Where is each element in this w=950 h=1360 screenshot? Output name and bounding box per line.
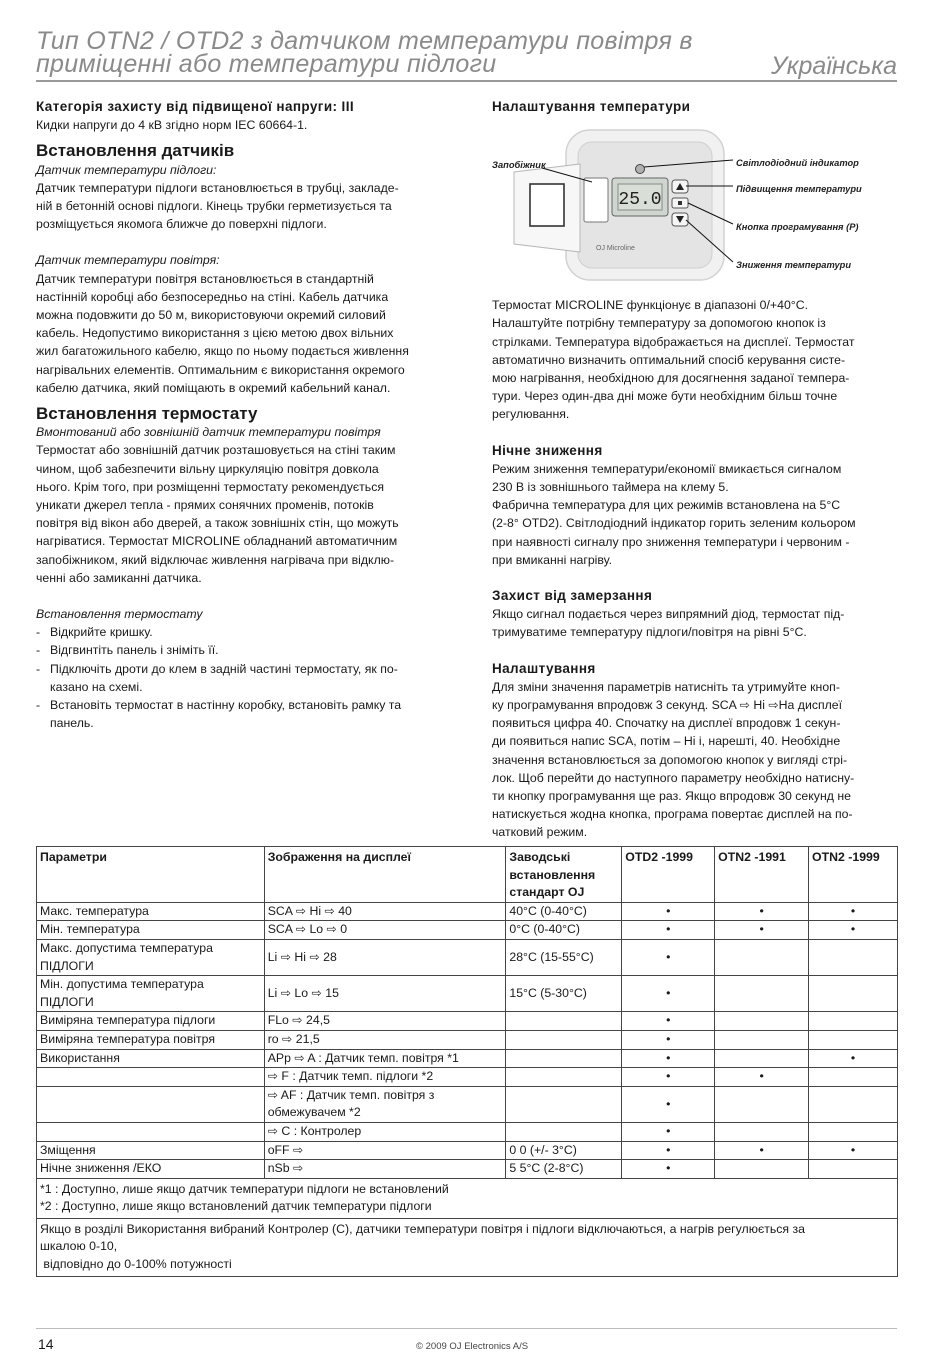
controller-note-line: відповідно до 0-100% потужності <box>40 1257 232 1272</box>
air-sensor-line: жил багатожильного кабелю, якщо по ньому подається живлення <box>36 344 409 359</box>
table-cell <box>715 1012 809 1031</box>
table-cell <box>809 939 898 975</box>
thermostat-line: Термостат або зовнішній датчик розташовується на стіні таким <box>36 443 396 458</box>
table-row <box>37 1012 898 1031</box>
table-cell: 5 5°C (2-8°C) <box>506 1160 622 1179</box>
table-cell: Макс. допустима температура ПІДЛОГИ <box>37 939 265 975</box>
table-row <box>37 1030 898 1049</box>
temperature-line: регулювання. <box>492 407 570 422</box>
table-cell: • <box>715 1141 809 1160</box>
table-cell: Li ⇨ Hi ⇨ 28 <box>264 939 506 975</box>
table-notes-row <box>37 1178 898 1218</box>
table-cell: ⇨ C : Контролер <box>264 1122 506 1141</box>
frost-protection-heading: Захист від замерзання <box>492 588 653 604</box>
night-line: при вмиканні нагріву. <box>492 552 613 567</box>
parameters-table <box>36 846 898 1277</box>
settings-line: натискується жодна кнопка, програма повертає дисплей на по- <box>492 807 853 822</box>
settings-line: чатковий режим. <box>492 825 588 840</box>
table-cell <box>715 1049 809 1068</box>
thermostat-install-heading: Встановлення термостату <box>36 404 258 424</box>
led-indicator-label: Світлодіодний індикатор <box>736 158 859 169</box>
table-row <box>37 1068 898 1087</box>
thermostat-line: уникати джерел тепла - прямих сонячних променів, потоків <box>36 498 374 513</box>
table-cell: Виміряна температура повітря <box>37 1030 265 1049</box>
language-label: Українська <box>771 52 897 80</box>
table-cell: nSb ⇨ <box>264 1160 506 1179</box>
table-row <box>37 921 898 940</box>
air-sensor-line: кабель. Недопустимо використання з цією метою двох вільних <box>36 326 394 341</box>
table-cell: Використання <box>37 1049 265 1068</box>
table-cell <box>37 1086 265 1122</box>
table-row <box>37 1122 898 1141</box>
table-row <box>37 902 898 921</box>
table-cell <box>715 1030 809 1049</box>
table-cell <box>37 1122 265 1141</box>
title-line-2: приміщенні або температури підлоги <box>36 50 497 78</box>
night-line: Фабрична температура для цих режимів встановлена на 5°C <box>492 498 841 513</box>
floor-sensor-line: Датчик температури підлоги встановлюється в трубці, закладе- <box>36 180 399 195</box>
column-header: OTD2 -1999 <box>622 847 715 903</box>
table-cell: • <box>622 939 715 975</box>
temperature-line: мою нагрівання, необхідною для досягнення заданої темпера- <box>492 371 850 386</box>
table-cell: • <box>715 921 809 940</box>
table-cell <box>809 1068 898 1087</box>
table-cell <box>715 1122 809 1141</box>
table-cell: • <box>622 1012 715 1031</box>
table-cell: • <box>715 1068 809 1087</box>
thermostat-line: нього. Крім того, при розміщенні термостату рекомендується <box>36 479 385 494</box>
thermostat-line: ченні або замиканні датчика. <box>36 570 202 585</box>
table-cell: oFF ⇨ <box>264 1141 506 1160</box>
table-row <box>37 1141 898 1160</box>
overvoltage-heading: Категорія захисту від підвищеної напруги: III <box>36 99 355 114</box>
table-cell <box>715 1160 809 1179</box>
footnote-1: *1 : Доступно, лише якщо датчик температури підлоги не встановлений <box>40 1181 449 1196</box>
table-cell: SCA ⇨ Lo ⇨ 0 <box>264 921 506 940</box>
air-sensor-line: можна подовжити до 50 м, використовуючи окремий силовий <box>36 308 386 323</box>
sensors-heading: Встановлення датчиків <box>36 141 235 161</box>
temp-up-label: Підвищення температури <box>736 184 862 195</box>
night-line: при наявності сигналу про зниження температури і червоним - <box>492 534 850 549</box>
table-cell: ro ⇨ 21,5 <box>264 1030 506 1049</box>
table-row <box>37 1049 898 1068</box>
footnotes-cell <box>37 1178 898 1218</box>
table-notes-row <box>37 1218 898 1276</box>
table-cell: Виміряна температура підлоги <box>37 1012 265 1031</box>
settings-heading: Налаштування <box>492 660 596 676</box>
controller-note-line: Якщо в розділі Використання вибраний Контролер (C), датчики температури повітря і підлоги відключаються, а нагрів регулюється за <box>40 1221 805 1236</box>
column-header: Параметри <box>37 847 265 903</box>
fuse-label: Запобіжник <box>492 160 546 171</box>
table-cell <box>809 1030 898 1049</box>
air-sensor-line: настінній коробці або безпосередньо на стіні. Кабель датчика <box>36 289 389 304</box>
table-cell: ⇨ AF : Датчик темп. повітря з обмежувачем *2 <box>264 1086 506 1122</box>
temperature-line: стрілками. Температура відображається на дисплеї. Термостат <box>492 334 855 349</box>
table-cell: Зміщення <box>37 1141 265 1160</box>
thermostat-subheading: Вмонтований або зовнішній датчик температури повітря <box>36 425 381 440</box>
settings-line: ку програмування впродовж 3 секунд. SCA ⇨ Hi ⇨На дисплеї <box>492 698 843 713</box>
table-cell: SCA ⇨ Hi ⇨ 40 <box>264 902 506 921</box>
floor-sensor-line: ній в бетонній основі підлоги. Кінець трубки герметизується та <box>36 199 392 214</box>
table-cell <box>715 1086 809 1122</box>
table-cell <box>809 1086 898 1122</box>
column-header: OTN2 -1999 <box>809 847 898 903</box>
air-sensor-subheading: Датчик температури повітря: <box>36 253 220 268</box>
table-cell: 0°C (0-40°C) <box>506 921 622 940</box>
table-cell: • <box>622 1030 715 1049</box>
settings-line: ти кнопку програмування ще раз. Якщо впродовж 30 секунд не <box>492 789 851 804</box>
table-cell <box>715 976 809 1012</box>
night-line: (2-8° OTD2). Світлодіодний індикатор горить зеленим кольором <box>492 516 856 531</box>
display-readout: 25.0 <box>618 190 662 211</box>
brand-mark: OJ Microline <box>596 245 635 253</box>
table-cell: • <box>809 902 898 921</box>
night-setback-heading: Нічне зниження <box>492 442 603 458</box>
page-title <box>36 27 693 78</box>
settings-line: лок. Щоб перейти до наступного параметру необхідно натисну- <box>492 770 855 785</box>
table-cell: • <box>622 1086 715 1122</box>
table-cell: • <box>622 902 715 921</box>
night-line: Режим зниження температури/економії вмикається сигналом <box>492 461 842 476</box>
footnote-2: *2 : Доступно, лише якщо встановлений датчик температури підлоги <box>40 1199 432 1214</box>
column-header: OTN2 -1991 <box>715 847 809 903</box>
page-header <box>36 26 897 82</box>
settings-line: ди появиться напис SCA, потім – Hi і, нарешті, 40. Необхідне <box>492 734 841 749</box>
footer-rule <box>36 1328 897 1329</box>
table-cell <box>506 1030 622 1049</box>
controller-note-line: шкалою 0-10, <box>40 1239 118 1254</box>
table-cell <box>37 1068 265 1087</box>
table-cell <box>506 1068 622 1087</box>
table-cell: Li ⇨ Lo ⇨ 15 <box>264 976 506 1012</box>
night-line: 230 В із зовнішнього таймера на клему 5. <box>492 480 729 495</box>
table-cell: 0 0 (+/- 3°C) <box>506 1141 622 1160</box>
table-cell <box>506 1049 622 1068</box>
controller-note-cell <box>37 1218 898 1276</box>
table-cell: ⇨ F : Датчик темп. підлоги *2 <box>264 1068 506 1087</box>
list-item: - Відгвинтіть панель і зніміть її. <box>36 641 444 659</box>
table-header-row <box>37 847 898 903</box>
floor-sensor-line: розміщується якомога ближче до поверхні підлоги. <box>36 217 327 232</box>
table-cell: • <box>809 921 898 940</box>
frost-line: тримуватиме температуру підлоги/повітря на рівні 5°C. <box>492 625 807 640</box>
table-cell <box>506 1122 622 1141</box>
temperature-line: Термостат MICROLINE функціонує в діапазоні 0/+40°C. <box>492 298 808 313</box>
table-row <box>37 1086 898 1122</box>
thermostat-line: чином, щоб забезпечити вільну циркуляцію повітря довкола <box>36 461 379 476</box>
table-cell: • <box>622 1160 715 1179</box>
table-cell: • <box>622 1122 715 1141</box>
table-cell: Мін. допустима температура ПІДЛОГИ <box>37 976 265 1012</box>
install-steps-list <box>36 623 444 732</box>
page-number: 14 <box>38 1336 54 1352</box>
table-cell: FLo ⇨ 24,5 <box>264 1012 506 1031</box>
left-column <box>36 98 444 733</box>
table-cell: • <box>809 1049 898 1068</box>
title-line-1: Тип OTN2 / OTD2 з датчиком температури повітря в <box>36 27 693 55</box>
program-button-label: Кнопка програмування (P) <box>736 222 859 233</box>
table-cell: 28°C (15-55°C) <box>506 939 622 975</box>
list-item: - Встановіть термостат в настінну коробку, встановіть рамку та панель. <box>36 696 444 732</box>
air-sensor-line: кабелю датчика, який поміщають в окремий кабельний канал. <box>36 380 391 395</box>
floor-sensor-subheading: Датчик температури підлоги: <box>36 162 217 177</box>
table-cell: 15°C (5-30°C) <box>506 976 622 1012</box>
install-steps-subheading: Встановлення термостату <box>36 607 203 622</box>
settings-line: значення встановлюється за допомогою кнопок у вигляді стрі- <box>492 752 848 767</box>
table-cell: Нічне зниження /ЕКО <box>37 1160 265 1179</box>
air-sensor-line: нагрівальних елементів. Оптимальним є використання окремого <box>36 362 405 377</box>
table-cell: Мін. температура <box>37 921 265 940</box>
table-cell: Макс. температура <box>37 902 265 921</box>
table-cell <box>809 1012 898 1031</box>
table-cell: • <box>809 1141 898 1160</box>
table-row <box>37 1160 898 1179</box>
settings-line: появиться цифра 40. Спочатку на дисплеї впродовж 1 секун- <box>492 716 841 731</box>
table-cell: • <box>622 1068 715 1087</box>
table-cell: 40°C (0-40°C) <box>506 902 622 921</box>
temperature-line: тури. Через один-два дні може бути необхідним більш точне <box>492 389 838 404</box>
air-sensor-line: Датчик температури повітря встановлюється в стандартній <box>36 271 374 286</box>
table-cell <box>506 1012 622 1031</box>
table-cell <box>809 976 898 1012</box>
overvoltage-text: Кидки напруги до 4 кВ згідно норм IEC 60664-1. <box>36 118 308 133</box>
thermostat-line: нагріватися. Термостат MICROLINE обладнаний автоматичним <box>36 534 398 549</box>
right-column <box>492 98 900 842</box>
frost-line: Якщо сигнал подається через випрямний діод, термостат під- <box>492 607 845 622</box>
table-cell <box>715 939 809 975</box>
table-row <box>37 939 898 975</box>
thermostat-line: повітря від вікон або дверей, а також зовнішніх стін, що можуть <box>36 516 399 531</box>
temperature-line: Налаштуйте потрібну температуру за допомогою кнопок із <box>492 316 826 331</box>
table-cell: • <box>715 902 809 921</box>
table-cell: • <box>622 976 715 1012</box>
table-cell: APp ⇨ A : Датчик темп. повітря *1 <box>264 1049 506 1068</box>
table-cell <box>506 1086 622 1122</box>
table-cell: • <box>622 1141 715 1160</box>
thermostat-figure <box>492 122 892 288</box>
column-header: Заводські встановлення стандарт OJ <box>506 847 622 903</box>
temp-down-label: Зниження температури <box>736 260 852 271</box>
list-item: - Підключіть дроти до клем в задній частині термостату, як по- казано на схемі. <box>36 660 444 696</box>
temperature-line: автоматично визначить оптимальний спосіб керування систе- <box>492 352 846 367</box>
settings-line: Для зміни значення параметрів натисніть та утримуйте кноп- <box>492 679 840 694</box>
column-header: Зображення на дисплеї <box>264 847 506 903</box>
table-row <box>37 976 898 1012</box>
list-item: - Відкрийте кришку. <box>36 623 444 641</box>
table-cell: • <box>622 921 715 940</box>
table-cell: • <box>622 1049 715 1068</box>
table-cell <box>809 1122 898 1141</box>
copyright-text: © 2009 OJ Electronics A/S <box>416 1341 529 1352</box>
thermostat-line: запобіжником, який відключає живлення нагрівача при відклю- <box>36 552 395 567</box>
temperature-settings-heading: Налаштування температури <box>492 99 691 114</box>
table-cell <box>809 1160 898 1179</box>
